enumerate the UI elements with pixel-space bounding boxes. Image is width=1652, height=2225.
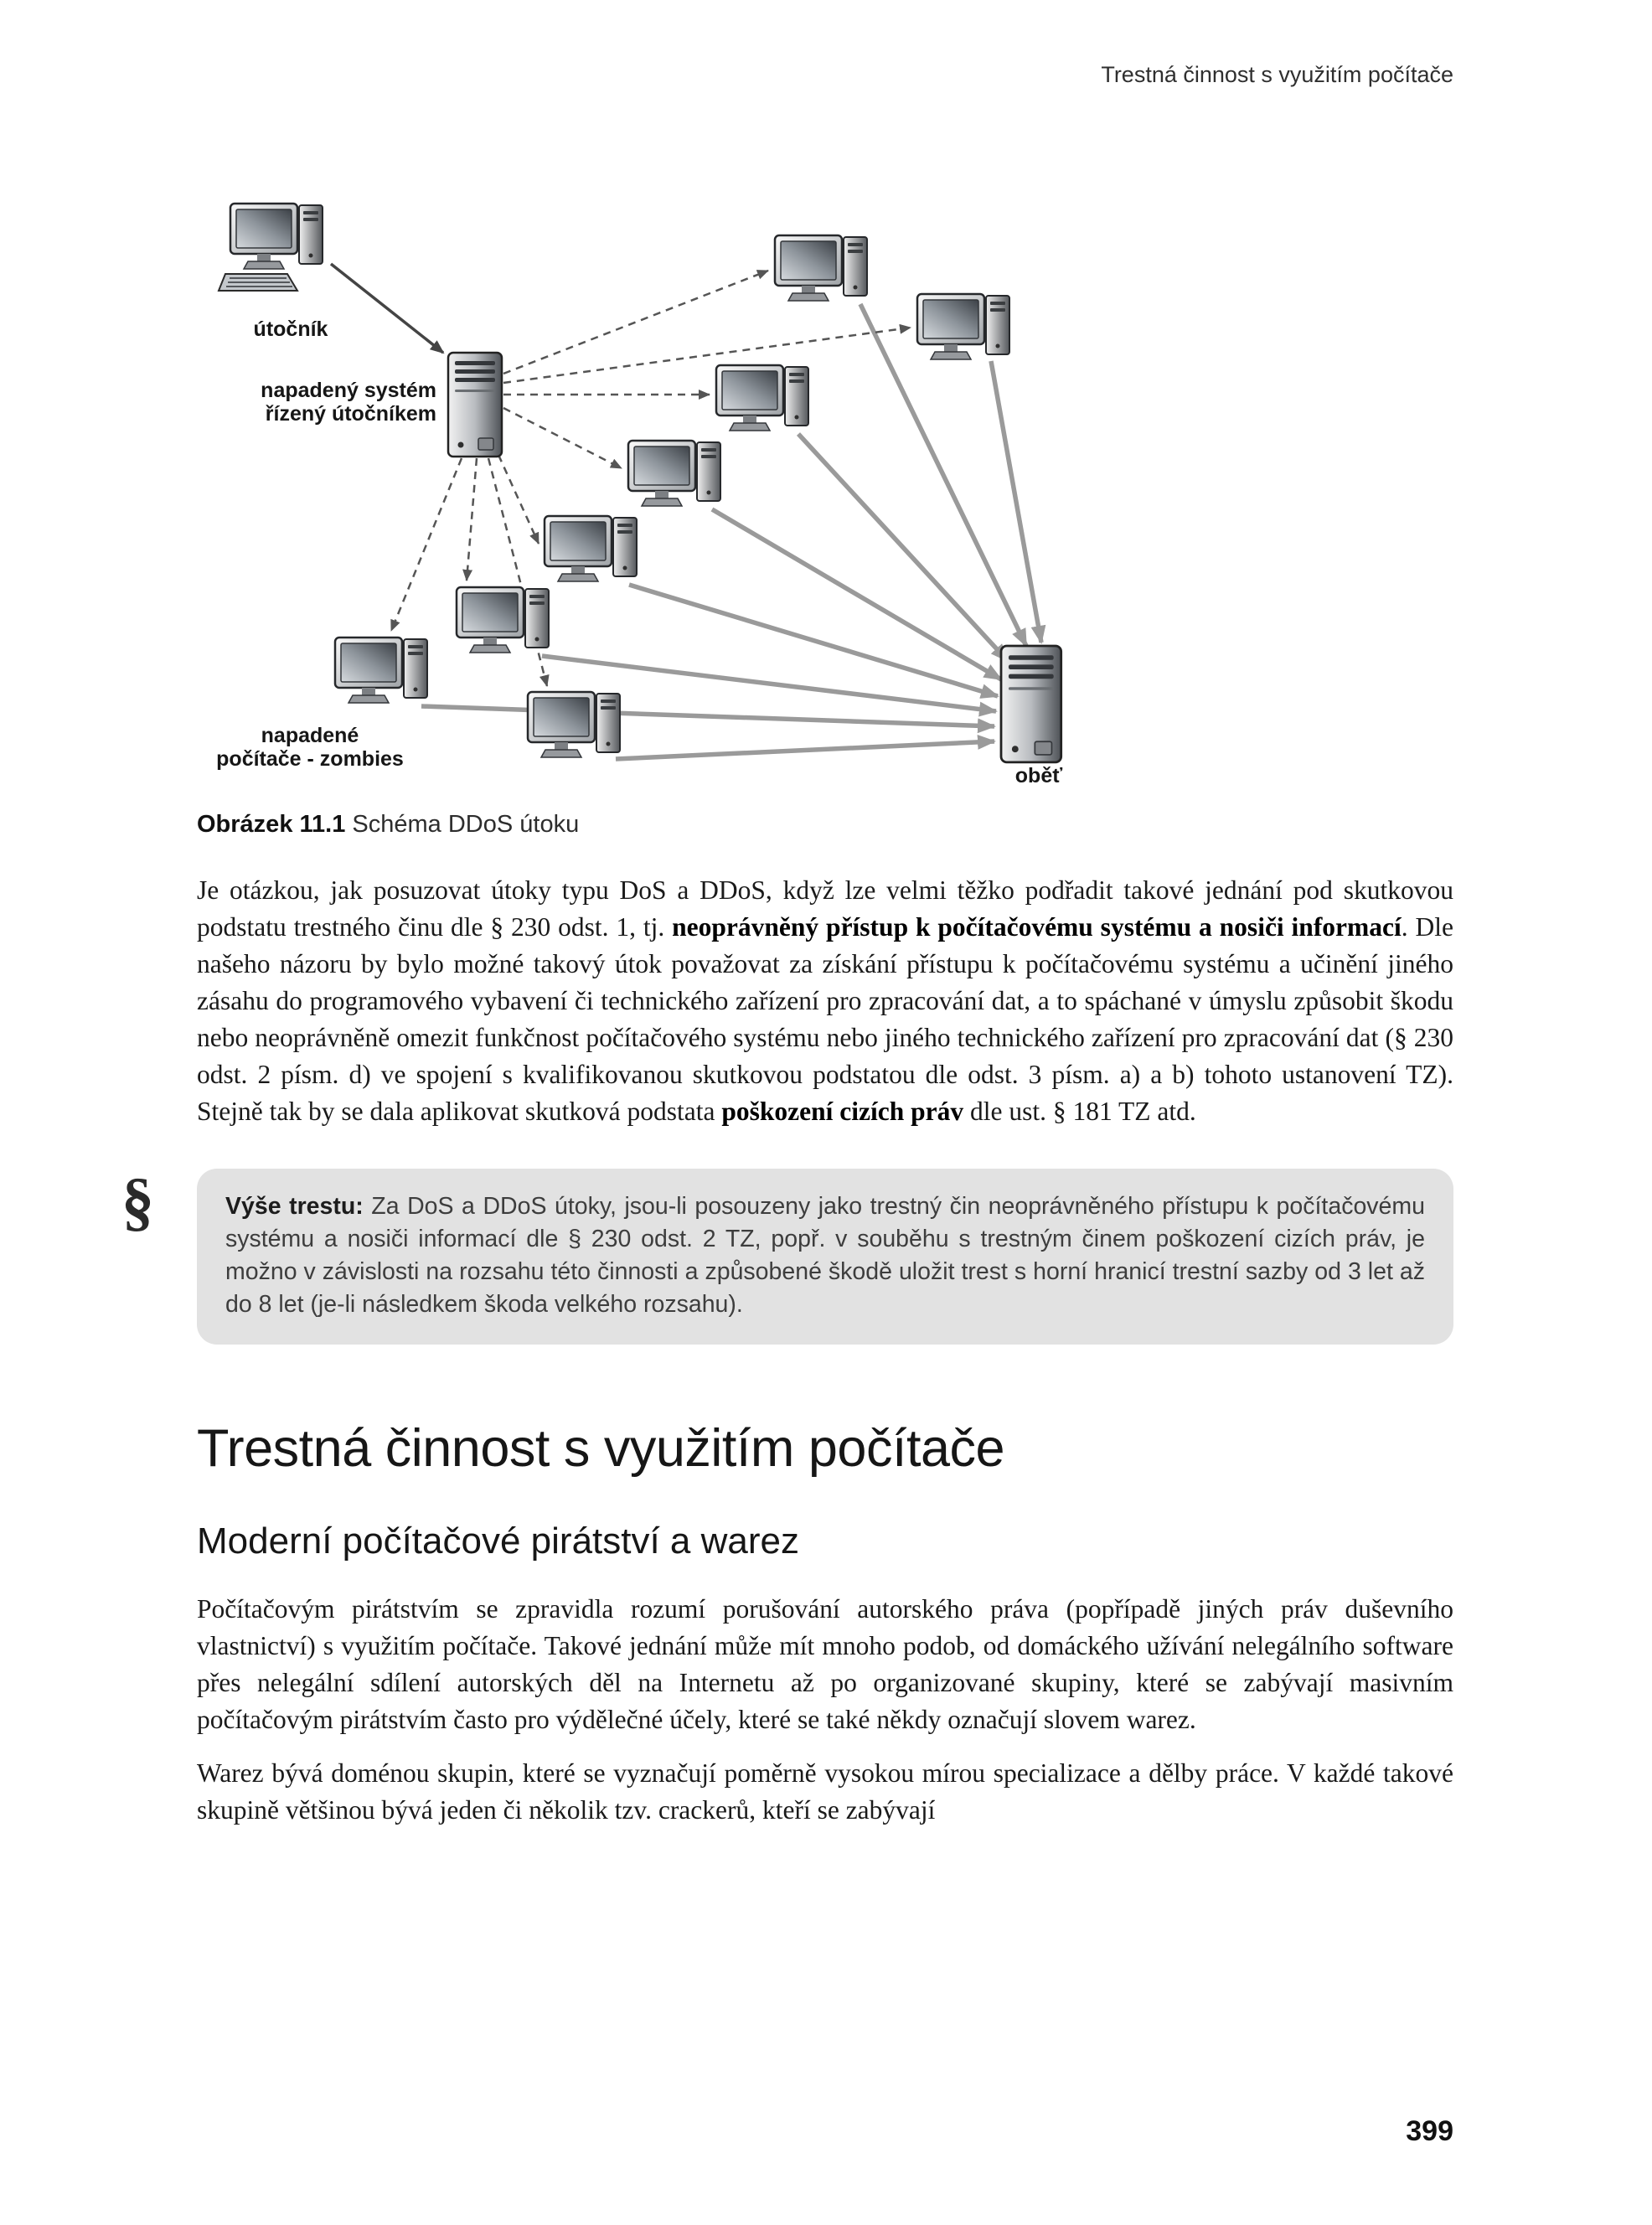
ddos-figure <box>197 194 1453 839</box>
attacker-to-control-arrow <box>331 264 443 353</box>
note-box: Výše trestu: Za DoS a DDoS útoky, jsou-li posouzeny jako trestný čin neoprávněného přístupu k počítačovému systému a nosiči informací dle § 230 odst. 2 TZ, popř. v souběhu s trestným činem poškození cizích práv, je možno v závislosti na rozsahu této činnosti a způsobené škodě uložit trest s horní hranicí trestní sazby od 3 let až do 8 let (je-li následkem škoda velkého rozsahu). <box>197 1169 1453 1345</box>
paragraph-dos-ddos: Je otázkou, jak posuzovat útoky typu DoS a DDoS, když lze velmi těžko podřadit takové jednání pod skutkovou podstatu trestného činu dle § 230 odst. 1, tj. neoprávněný přístup k počítačovému systému a nosiči informací. Dle našeho názoru by bylo možné takový útok považovat za získání přístupu k počítačovému systému a učinění jiného zásahu do programového vybavení či technického zařízení pro zpracování dat, a to spáchané v úmyslu způsobit škodu nebo neoprávněně omezit funkčnost počítačového systému nebo jiného technického zařízení pro zpracování dat (§ 230 odst. 2 písm. d) ve spojení s kvalifikovanou skutkovou podstatou dle odst. 3 písm. a) a b) tohoto ustanovení TZ). Stejně tak by se dala aplikovat skutková podstata poškození cizích práv dle ust. § 181 TZ atd. <box>197 875 1454 1126</box>
zombie-computer-icon <box>457 587 549 653</box>
page-number: 399 <box>1406 2115 1453 2147</box>
zombie-computer-icon <box>335 638 427 703</box>
zombie-computer-icon <box>917 294 1009 359</box>
subsection-title: Moderní počítačové pirátství a warez <box>197 1520 799 1562</box>
attacker-label: útočník <box>253 317 328 341</box>
page-content <box>121 0 1454 1829</box>
control-label-line2: řízený útočníkem <box>265 402 436 426</box>
zombie-computer-icon <box>545 516 637 581</box>
control-label-line1: napadený systém <box>261 379 436 402</box>
victim-server-icon <box>1001 646 1061 762</box>
zombie-computer-icon <box>628 441 720 506</box>
figure-caption <box>197 811 1453 839</box>
zombies-label-line2: počítače - zombies <box>216 747 404 771</box>
section-title: Trestná činnost s využitím počítače <box>197 1419 1005 1478</box>
zombies-label-line1: napadené <box>261 724 359 747</box>
zombie-computer-icon <box>775 235 867 301</box>
zombie-computer-icon <box>716 365 808 431</box>
law-note <box>121 1164 1453 1345</box>
paragraph-piracy: Počítačovým pirátstvím se zpravidla rozumí porušování autorského práva (popřípadě jiných práv duševního vlastnictví) s využitím počítače. Takové jednání může mít mnoho podob, od domáckého užívání nelegálního software přes nelegální sdílení autorských děl na Internetu až po organizované skupiny, které se zabývají masivním počítačovým pirátstvím často pro výdělečné účely, které se také někdy označují slovem warez. <box>197 1594 1453 1734</box>
victim-label: oběť <box>1014 764 1063 787</box>
paragraph-warez: Warez bývá doménou skupin, které se vyznačují poměrně vysokou mírou specializace a dělby práce. V každé takové skupině většinou bývá jeden či několik tzv. crackerů, kteří se zabývají <box>197 1758 1453 1825</box>
control-server-icon <box>448 353 502 457</box>
section-sign-icon: § <box>121 1164 154 1237</box>
ddos-diagram <box>197 194 1143 801</box>
running-header: Trestná činnost s využitím počítače <box>1101 62 1453 87</box>
zombie-computer-icon <box>528 692 620 757</box>
attacker-computer-icon <box>219 204 323 291</box>
figure-caption-label: Obrázek 11.1 <box>197 811 346 838</box>
figure-caption-text: Schéma DDoS útoku <box>352 811 580 838</box>
